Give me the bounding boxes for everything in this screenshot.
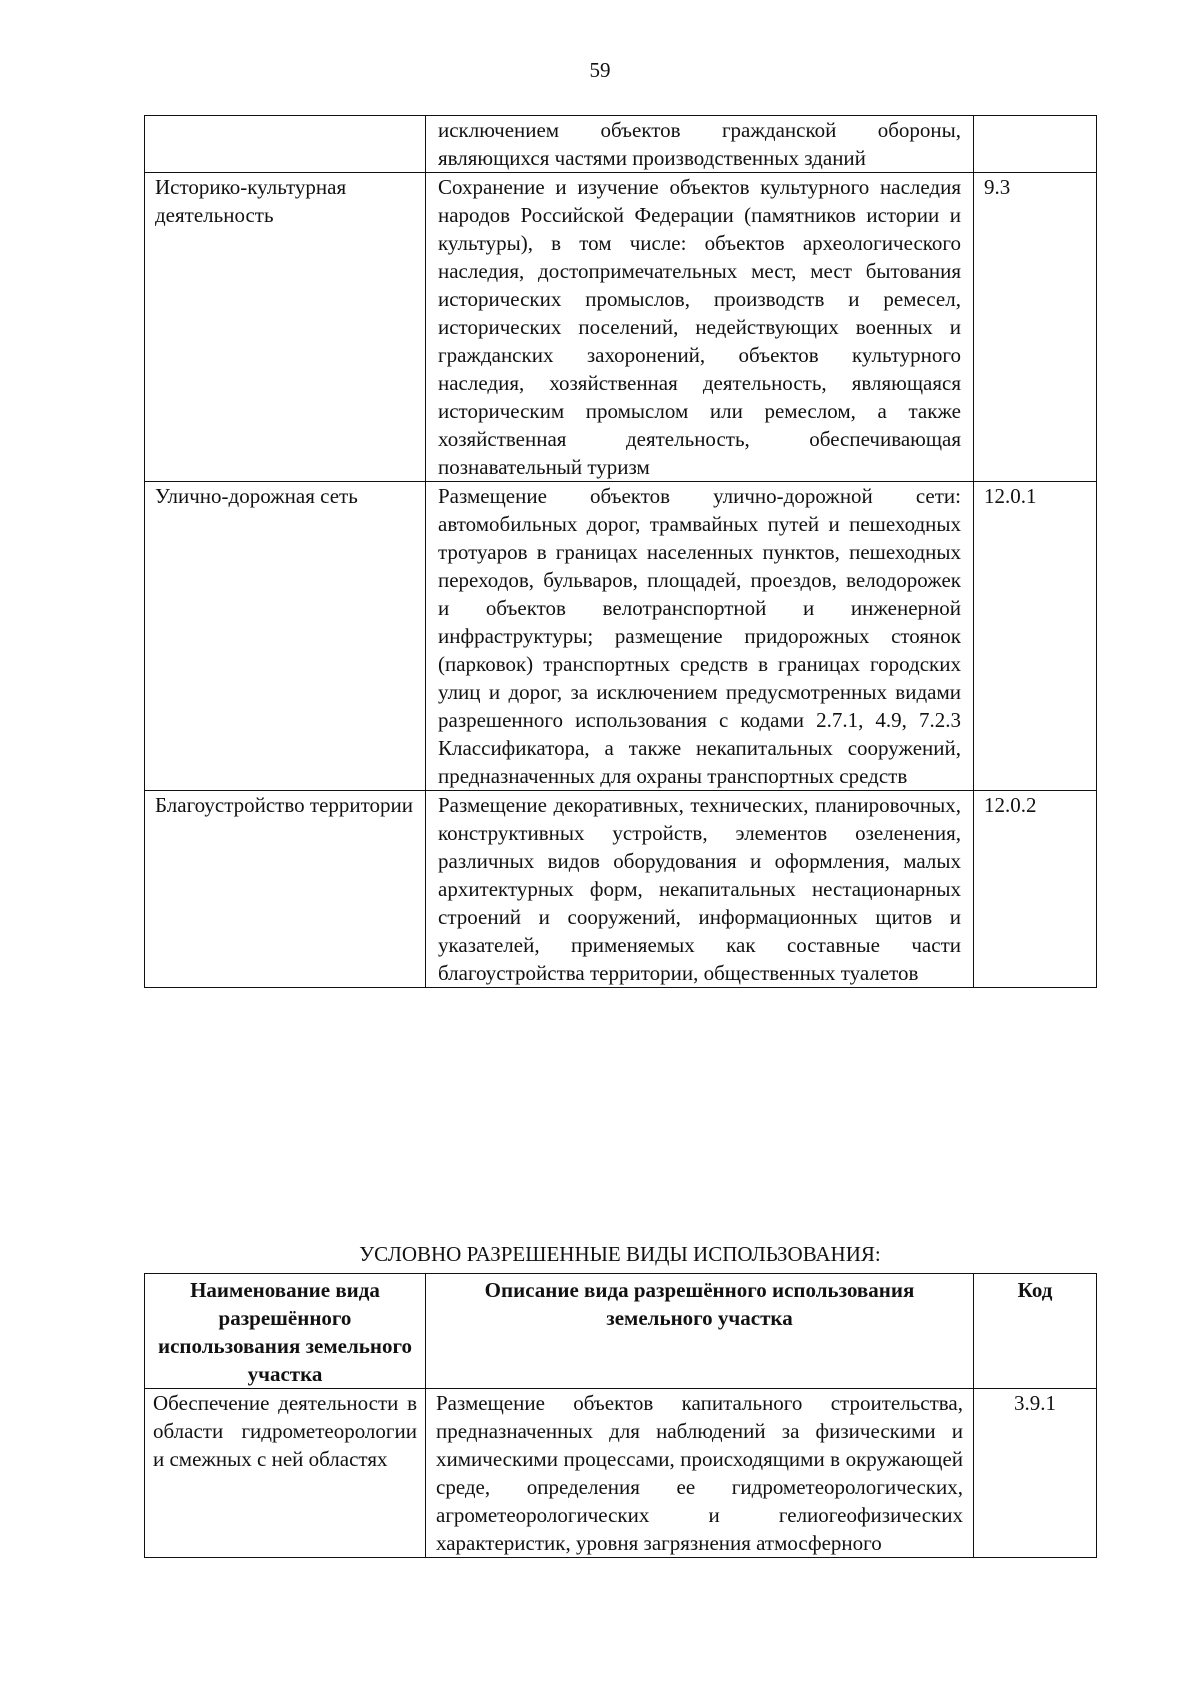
table-header-row bbox=[145, 1274, 1097, 1389]
use-description-cell: Сохранение и изучение объектов культурного наследия народов Российской Федерации (памятников истории и культуры), в том числе: объектов археологического наследия, достопримечательных мест, мест бытования исторических промыслов, производств и ремесел, исторических поселений, недействующих военных и гражданских захоронений, объектов культурного наследия, хозяйственная деятельность, являющаяся историческим промыслом или ремеслом, а также хозяйственная деятельность, обеспечивающая познавательный туризм bbox=[426, 173, 974, 482]
section-title: УСЛОВНО РАЗРЕШЕННЫЕ ВИДЫ ИСПОЛЬЗОВАНИЯ: bbox=[359, 1242, 881, 1266]
use-description-cell: Размещение декоративных, технических, планировочных, конструктивных устройств, элементов озеленения, различных видов оборудования и оформления, малых архитектурных форм, некапитальных нестационарных строений и сооружений, информационных щитов и указателей, применяемых как составные части благоустройства территории, общественных туалетов bbox=[426, 791, 974, 988]
table-row bbox=[145, 791, 1097, 988]
use-code-cell: 12.0.2 bbox=[974, 791, 1097, 988]
page-number: 59 bbox=[589, 58, 611, 82]
header-use-name: Наименование вида разрешённого использования земельного участка bbox=[145, 1274, 426, 1389]
permitted-uses-table-continued bbox=[144, 115, 1097, 988]
use-description-cell: Размещение объектов улично-дорожной сети: автомобильных дорог, трамвайных путей и пешеходных тротуаров в границах населенных пунктов, пешеходных переходов, бульваров, площадей, проездов, велодорожек и объектов велотранспортной и инженерной инфраструктуры; размещение придорожных стоянок (парковок) транспортных средств в границах городских улиц и дорог, за исключением предусмотренных видами разрешенного использования с кодами 2.7.1, 4.9, 7.2.3 Классификатора, а также некапитальных сооружений, предназначенных для охраны транспортных средств bbox=[426, 482, 974, 791]
header-use-code: Код bbox=[974, 1274, 1097, 1389]
use-name-cell: Благоустройство территории bbox=[145, 791, 426, 988]
use-code-cell: 12.0.1 bbox=[974, 482, 1097, 791]
header-use-description: Описание вида разрешённого использования земельного участка bbox=[426, 1274, 974, 1389]
table-row bbox=[145, 482, 1097, 791]
conditionally-permitted-uses-table bbox=[144, 1273, 1097, 1558]
use-name-cell: Историко-культурная деятельность bbox=[145, 173, 426, 482]
use-code-cell: 9.3 bbox=[974, 173, 1097, 482]
use-code-cell: 3.9.1 bbox=[974, 1389, 1097, 1558]
table-row bbox=[145, 1389, 1097, 1558]
use-description-cell: исключением объектов гражданской обороны, являющихся частями производственных зданий bbox=[426, 116, 974, 173]
use-name-cell bbox=[145, 116, 426, 173]
use-name-cell: Обеспечение деятельности в области гидрометеорологии и смежных с ней областях bbox=[145, 1389, 426, 1558]
table-row bbox=[145, 173, 1097, 482]
use-description-cell: Размещение объектов капитального строительства, предназначенных для наблюдений за физическими и химическими процессами, происходящими в окружающей среде, определения ее гидрометеорологических, агрометеорологических и гелиогеофизических характеристик, уровня загрязнения атмосферного bbox=[426, 1389, 974, 1558]
table-row bbox=[145, 116, 1097, 173]
use-code-cell bbox=[974, 116, 1097, 173]
use-name-cell: Улично-дорожная сеть bbox=[145, 482, 426, 791]
